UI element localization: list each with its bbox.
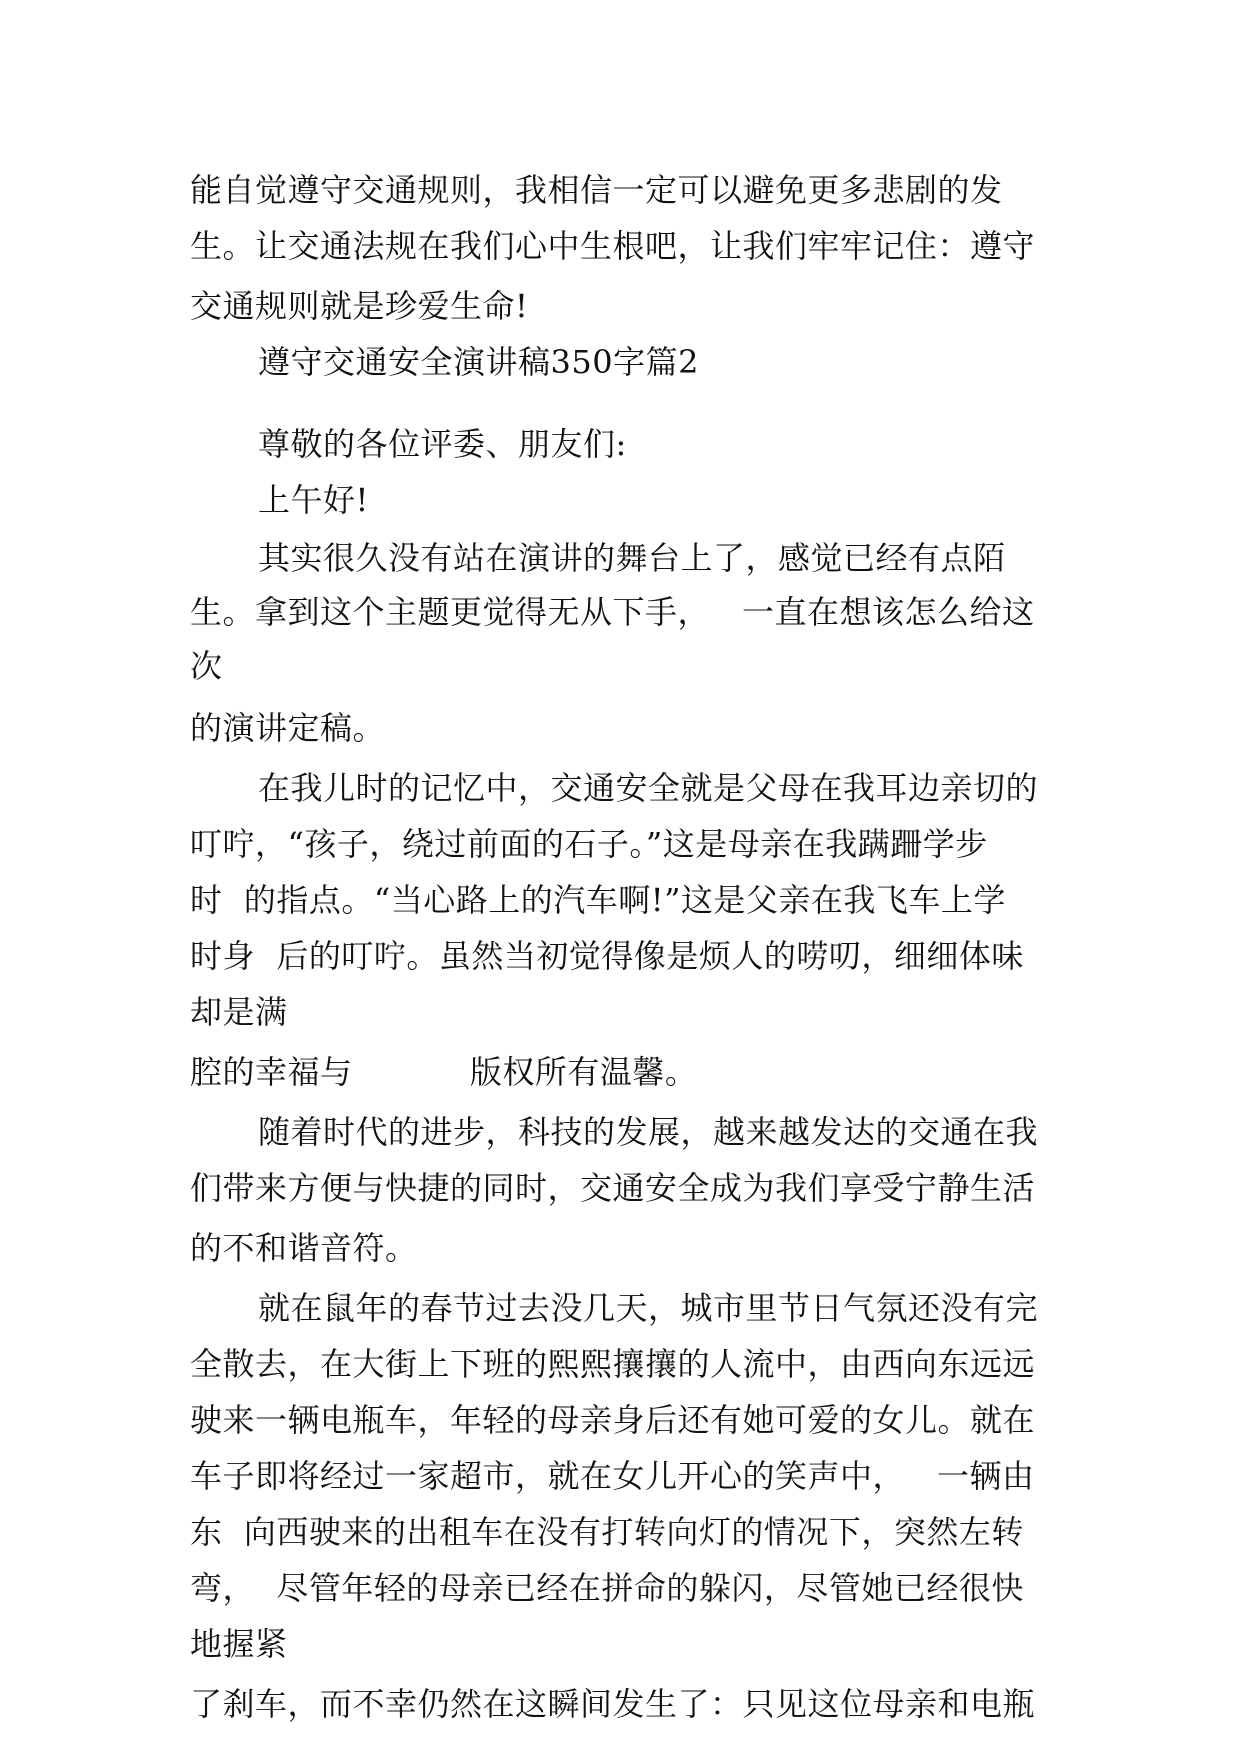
text-line: 车子即将经过一家超市，就在女儿开心的笑声中， 一辆由: [190, 1457, 1035, 1495]
text-line: 随着时代的进步，科技的发展，越来越发达的交通在我: [258, 1113, 1039, 1151]
text-line: 时身 后的叮咛。虽然当初觉得像是烦人的唠叨，细细体味: [190, 937, 1024, 975]
text-line: 生。拿到这个主题更觉得无从下手， 一直在想该怎么给这: [190, 593, 1035, 631]
text-line: 叮咛，“孩子，绕过前面的石子。”这是母亲在我蹒跚学步: [190, 825, 988, 863]
text-line: 驶来一辆电瓶车，年轻的母亲身后还有她可爱的女儿。就在: [190, 1401, 1036, 1439]
text-line: 的演讲定稿。: [190, 709, 386, 747]
salutation: 尊敬的各位评委、朋友们:: [258, 425, 627, 463]
text-line: 们带来方便与快捷的同时，交通安全成为我们享受宁静生活: [190, 1169, 1036, 1207]
text-line: 生。让交通法规在我们心中生根吧，让我们牢牢记住：遵守: [190, 227, 1036, 265]
text-line: 其实很久没有站在演讲的舞台上了，感觉已经有点陌: [258, 539, 1006, 577]
text-line: 能自觉遵守交通规则，我相信一定可以避免更多悲剧的发: [190, 171, 1003, 209]
section-heading: 遵守交通安全演讲稿350字篇2: [258, 343, 699, 381]
greeting: 上午好!: [258, 481, 369, 519]
text-line: 就在鼠年的春节过去没几天，城市里节日气氛还没有完: [258, 1289, 1039, 1327]
text-line: 腔的幸福与 版权所有温馨。: [190, 1053, 698, 1091]
text-line: 却是满: [190, 993, 288, 1031]
text-line: 的不和谐音符。: [190, 1229, 418, 1267]
text-line: 全散去，在大街上下班的熙熙攘攘的人流中，由西向东远远: [190, 1345, 1036, 1383]
text-line: 地握紧: [190, 1625, 288, 1663]
text-line: 在我儿时的记忆中，交通安全就是父母在我耳边亲切的: [258, 769, 1039, 807]
text-line: 时 的指点。“当心路上的汽车啊!”这是父亲在我飞车上学: [190, 881, 1006, 919]
text-line: 弯， 尽管年轻的母亲已经在拼命的躲闪，尽管她已经很快: [190, 1569, 1024, 1607]
text-line: 了刹车，而不幸仍然在这瞬间发生了：只见这位母亲和电瓶: [190, 1685, 1036, 1723]
text-line: 次: [190, 647, 223, 685]
text-line: 交通规则就是珍爱生命!: [190, 287, 529, 325]
text-line: 东 向西驶来的出租车在没有打转向灯的情况下，突然左转: [190, 1513, 1024, 1551]
